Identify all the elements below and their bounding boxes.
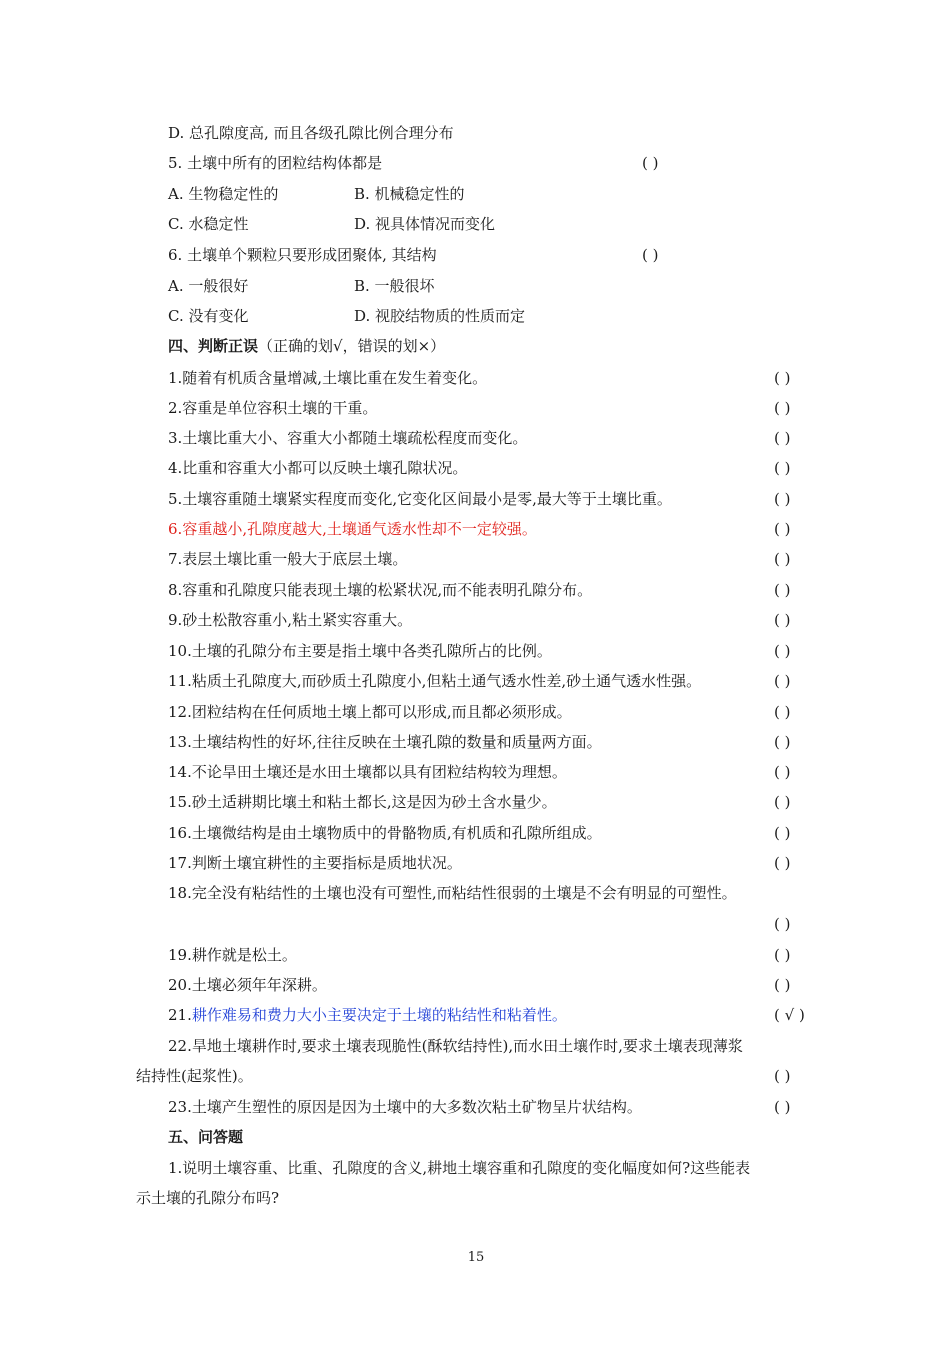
mc-option-d: D. 总孔隙度高, 而且各级孔隙比例合理分布	[168, 124, 454, 142]
answer-blank: ( )	[774, 703, 791, 721]
mc-option-a: A. 生物稳定性的	[168, 185, 279, 203]
answer-blank: ( )	[774, 733, 791, 751]
tf-item-1: 1.随着有机质含量增减,土壤比重在发生着变化。	[168, 369, 488, 387]
tf-item-7: 7.表层土壤比重一般大于底层土壤。	[168, 550, 408, 568]
tf-item-8: 8.容重和孔隙度只能表现土壤的松紧状况,而不能表明孔隙分布。	[168, 581, 593, 599]
tf-item-10: 10.土壤的孔隙分布主要是指土壤中各类孔隙所占的比例。	[168, 642, 552, 660]
section-title: 四、判断正误	[168, 337, 259, 355]
tf-item-text: 容重越小,孔隙度越大,土壤通气透水性却不一定较强。	[182, 520, 537, 538]
answer-blank: ( )	[774, 915, 791, 933]
tf-item-4: 4.比重和容重大小都可以反映土壤孔隙状况。	[168, 459, 468, 477]
answer-blank: ( )	[774, 611, 791, 629]
tf-item-22-continued: 结持性(起浆性)。	[136, 1067, 253, 1085]
tf-item-20: 20.土壤必须年年深耕。	[168, 976, 327, 994]
answer-blank: ( )	[774, 399, 791, 417]
mc-question-6: 6. 土壤单个颗粒只要形成团聚体, 其结构	[168, 246, 437, 264]
answer-blank: ( )	[774, 642, 791, 660]
answer-blank: ( )	[642, 154, 659, 172]
section-heading-true-false	[168, 336, 445, 356]
tf-item-13: 13.土壤结构性的好坏,往往反映在土壤孔隙的数量和质量两方面。	[168, 733, 602, 751]
mc-option-c: C. 没有变化	[168, 307, 249, 325]
qa-item-1-continued: 示土壤的孔隙分布吗?	[136, 1189, 280, 1207]
mc-option-b: B. 机械稳定性的	[354, 185, 465, 203]
answer-blank: ( )	[774, 763, 791, 781]
answer-blank: ( )	[774, 1067, 791, 1085]
mc-option-b: B. 一般很坏	[354, 277, 435, 295]
tf-item-9: 9.砂土松散容重小,粘土紧实容重大。	[168, 611, 413, 629]
tf-item-14: 14.不论旱田土壤还是水田土壤都以具有团粒结构较为理想。	[168, 763, 567, 781]
tf-item-6-highlighted	[168, 519, 537, 539]
answer-blank: ( )	[642, 246, 659, 264]
answer-blank: ( )	[774, 520, 791, 538]
tf-item-15: 15.砂土适耕期比壤土和粘土都长,这是因为砂土含水量少。	[168, 793, 557, 811]
answer-blank: ( )	[774, 824, 791, 842]
tf-item-11: 11.粘质土孔隙度大,而砂质土孔隙度小,但粘土通气透水性差,砂土通气透水性强。	[168, 672, 702, 690]
answer-blank: ( )	[774, 369, 791, 387]
qa-item-1: 1.说明土壤容重、比重、孔隙度的含义,耕地土壤容重和孔隙度的变化幅度如何?这些能表	[168, 1159, 751, 1177]
answer-blank: ( )	[774, 1098, 791, 1116]
answer-blank: ( )	[774, 672, 791, 690]
mc-option-d: D. 视胶结物质的性质而定	[354, 307, 526, 325]
answer-blank: ( )	[774, 550, 791, 568]
section-heading-qa: 五、问答题	[168, 1128, 244, 1146]
tf-item-2: 2.容重是单位容积土壤的干重。	[168, 399, 378, 417]
tf-item-text-highlighted: 耕作难易和费力大小主要决定于土壤的粘结性和粘着性。	[191, 1006, 567, 1024]
tf-item-12: 12.团粒结构在任何质地土壤上都可以形成,而且都必须形成。	[168, 703, 572, 721]
answer-blank: ( )	[774, 976, 791, 994]
mc-option-c: C. 水稳定性	[168, 215, 249, 233]
answer-blank: ( )	[774, 429, 791, 447]
tf-item-17: 17.判断土壤宜耕性的主要指标是质地状况。	[168, 854, 462, 872]
answer-blank: ( )	[774, 490, 791, 508]
mc-option-a: A. 一般很好	[168, 277, 249, 295]
mc-option-d: D. 视具体情况而变化	[354, 215, 496, 233]
tf-item-19: 19.耕作就是松土。	[168, 946, 297, 964]
answer-blank: ( )	[774, 854, 791, 872]
answer-blank: ( )	[774, 946, 791, 964]
tf-item-18: 18.完全没有粘结性的土壤也没有可塑性,而粘结性很弱的土壤是不会有明显的可塑性。	[168, 884, 737, 902]
section-note: （正确的划√，错误的划×）	[258, 337, 446, 355]
tf-item-22: 22.旱地土壤耕作时,要求土壤表现脆性(酥软结持性),而水田土壤作时,要求土壤表现薄浆	[168, 1037, 743, 1055]
answer-blank: ( )	[774, 581, 791, 599]
tf-item-number: 6.	[168, 520, 183, 538]
tf-item-16: 16.土壤微结构是由土壤物质中的骨骼物质,有机质和孔隙所组成。	[168, 824, 602, 842]
tf-item-23: 23.土壤产生塑性的原因是因为土壤中的大多数次粘土矿物呈片状结构。	[168, 1098, 642, 1116]
tf-item-21	[168, 1005, 567, 1025]
tf-item-number: 21.	[168, 1006, 192, 1024]
tf-item-5: 5.土壤容重随土壤紧实程度而变化,它变化区间最小是零,最大等于土壤比重。	[168, 490, 672, 508]
mc-question-5: 5. 土壤中所有的团粒结构体都是	[168, 154, 383, 172]
page-number: 15	[467, 1250, 485, 1265]
answer-checked: ( √ )	[774, 1006, 805, 1024]
answer-blank: ( )	[774, 459, 791, 477]
tf-item-3: 3.土壤比重大小、容重大小都随土壤疏松程度而变化。	[168, 429, 528, 447]
answer-blank: ( )	[774, 793, 791, 811]
